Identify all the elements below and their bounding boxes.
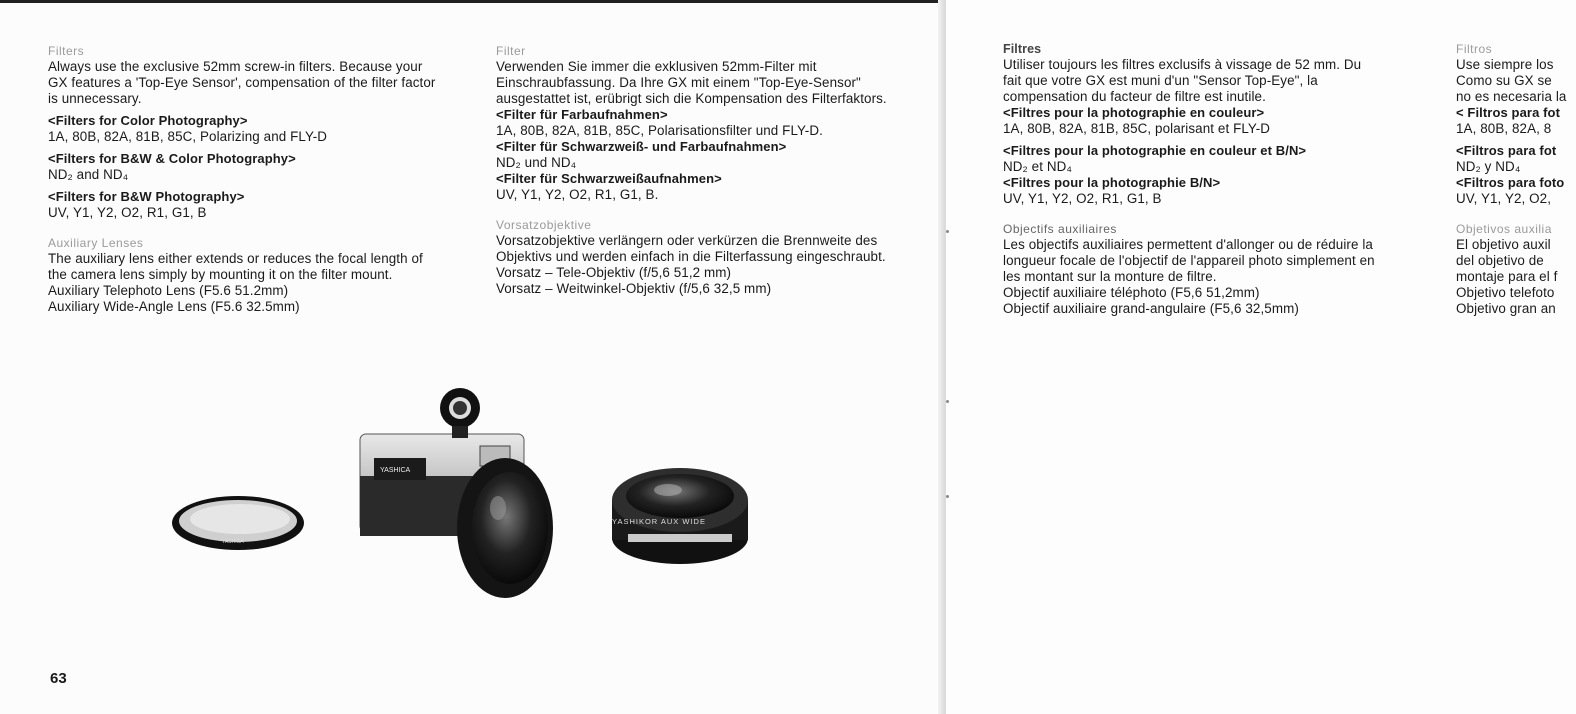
top-edge-rule <box>0 0 946 3</box>
bw-color-filters-list: ND₂ and ND₄ <box>48 167 129 182</box>
aux-wide-lens: Objetivo gran an <box>1456 301 1556 316</box>
aux-lenses-heading: Objectifs auxiliaires <box>1003 222 1117 236</box>
bw-filters-list: UV, Y1, Y2, O2, R1, G1, B <box>48 205 207 220</box>
aux-lenses-text: The auxiliary lens either extends or reduces the focal length of the camera lens simply by mounting it on the filter mount. <box>48 251 423 282</box>
bw-color-filters-heading: <Filters for B&W & Color Photography> <box>48 151 296 166</box>
filters-intro: Verwenden Sie immer die exklusiven 52mm-Filter mit Einschraubfassung. Da Ihre GX mit einem "Top-Eye-Sensor" ausgestattet ist, erübrigt sich die Kompensation des Filterfaktors. <box>496 59 887 106</box>
color-filters-list: 1A, 80B, 82A, 81B, 85C, Polarisationsfilter und FLY-D. <box>496 123 823 138</box>
filter-photo <box>172 496 304 550</box>
filters-heading: Filtres <box>1003 42 1042 56</box>
filters-line: Use siempre los <box>1456 57 1554 72</box>
bw-color-filters-list: ND₂ et ND₄ <box>1003 159 1072 174</box>
filters-line: Como su GX se <box>1456 73 1552 88</box>
bw-color-filters-heading: <Filtros para fot <box>1456 143 1557 158</box>
color-filters-heading: < Filtros para fot <box>1456 105 1561 120</box>
aux-lens-photo <box>612 468 748 564</box>
color-filters-heading: <Filter für Farbaufnahmen> <box>496 107 668 122</box>
aux-lenses-text: Les objectifs auxiliaires permettent d'allonger ou de réduire la longueur focale de l'objectif de l'appareil photo simplement en les montant sur la monture de filtre. <box>1003 237 1375 284</box>
aux-lenses-line: del objetivo de <box>1456 253 1544 268</box>
filters-intro: Utiliser toujours les filtres exclusifs à vissage de 52 mm. Du fait que votre GX est muni d'un "Sensor Top-Eye", la compensation du facteur de filtre est inutile. <box>1003 57 1362 104</box>
aux-lenses-line: montaje para el f <box>1456 269 1558 284</box>
filters-heading: Filter <box>496 44 526 58</box>
bw-filters-heading: <Filters for B&W Photography> <box>48 189 245 204</box>
page-number: 63 <box>50 670 67 687</box>
color-filters-list: 1A, 80B, 82A, 81B, 85C, polarisant et FLY-D <box>1003 121 1271 136</box>
aux-lens-ring-label: YASHIKOR AUX WIDE <box>612 517 706 526</box>
filters-intro: Always use the exclusive 52mm screw-in filters. Because your GX features a 'Top-Eye Sensor', compensation of the filter factor is unnecessary. <box>48 59 436 106</box>
bw-filters-list: UV, Y1, Y2, O2, <box>1456 191 1552 206</box>
english-column <box>48 43 444 315</box>
color-filters-heading: <Filters for Color Photography> <box>48 113 248 128</box>
bw-color-filters-list: ND₂ y ND₄ <box>1456 159 1521 174</box>
aux-tele-lens: Auxiliary Telephoto Lens (F5.6 51.2mm) <box>48 283 289 298</box>
filters-heading: Filters <box>48 44 85 58</box>
color-filters-heading: <Filtres pour la photographie en couleur> <box>1003 105 1265 120</box>
aux-tele-lens: Objectif auxiliaire téléphoto (F5,6 51,2mm) <box>1003 285 1260 300</box>
margin-tick <box>946 230 949 233</box>
filters-heading: Filtros <box>1456 42 1493 56</box>
aux-lenses-heading: Auxiliary Lenses <box>48 236 144 250</box>
product-photos <box>160 388 760 608</box>
right-page <box>946 0 1576 714</box>
aux-wide-lens: Auxiliary Wide-Angle Lens (F5.6 32.5mm) <box>48 299 300 314</box>
bw-filters-heading: <Filter für Schwarzweißaufnahmen> <box>496 171 722 186</box>
filter-ring-label: YASHICA <box>222 539 244 545</box>
aux-wide-lens: Objectif auxiliaire grand-angulaire (F5,6 32,5mm) <box>1003 301 1299 316</box>
bw-color-filters-heading: <Filtres pour la photographie en couleur et B/N> <box>1003 143 1307 158</box>
aux-tele-lens: Vorsatz – Tele-Objektiv (f/5,6 51,2 mm) <box>496 265 732 280</box>
french-column <box>1003 41 1375 317</box>
bw-filters-heading: <Filtros para foto <box>1456 175 1565 190</box>
camera-brand-label: YASHICA <box>380 467 411 474</box>
bw-filters-heading: <Filtres pour la photographie B/N> <box>1003 175 1221 190</box>
aux-tele-lens: Objetivo telefoto <box>1456 285 1555 300</box>
aux-lenses-line: El objetivo auxil <box>1456 237 1551 252</box>
bw-filters-list: UV, Y1, Y2, O2, R1, G1, B. <box>496 187 659 202</box>
margin-tick <box>946 400 949 403</box>
filters-line: no es necesaria la <box>1456 89 1567 104</box>
aux-lenses-heading: Vorsatzobjektive <box>496 218 592 232</box>
bw-color-filters-heading: <Filter für Schwarzweiß- und Farbaufnahmen> <box>496 139 787 154</box>
camera-photo <box>360 388 553 598</box>
margin-tick <box>946 495 949 498</box>
color-filters-list: 1A, 80B, 82A, 81B, 85C, Polarizing and FLY-D <box>48 129 328 144</box>
aux-lenses-heading: Objetivos auxilia <box>1456 222 1552 236</box>
german-column <box>496 43 890 297</box>
aux-wide-lens: Vorsatz – Weitwinkel-Objektiv (f/5,6 32,5 mm) <box>496 281 772 296</box>
color-filters-list: 1A, 80B, 82A, 8 <box>1456 121 1552 136</box>
bw-filters-list: UV, Y1, Y2, O2, R1, G1, B <box>1003 191 1162 206</box>
aux-lenses-text: Vorsatzobjektive verlängern oder verkürzen die Brennweite des Objektivs und werden einfach in die Filterfassung eingeschraubt. <box>496 233 886 264</box>
spanish-column <box>1456 41 1576 317</box>
bw-color-filters-list: ND₂ und ND₄ <box>496 155 577 170</box>
